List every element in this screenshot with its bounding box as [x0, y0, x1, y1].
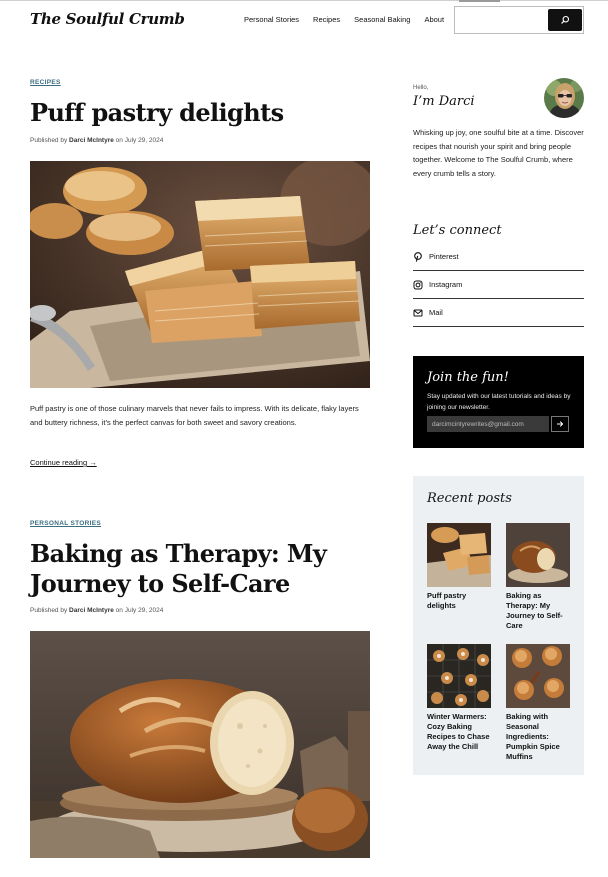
- recent-post-thumbnail[interactable]: [427, 644, 491, 708]
- mail-icon: [413, 308, 423, 318]
- pinterest-icon: [413, 252, 423, 262]
- post-excerpt: Puff pastry is one of those culinary marvels that never fails to impress. With its delicate, flaky layers and buttery richness, it’s the perfect canvas for both sweet and savory creations.: [30, 404, 359, 427]
- scroll-indicator: [459, 0, 500, 2]
- recent-post-thumbnail[interactable]: [506, 523, 570, 587]
- social-link-pinterest[interactable]: [413, 243, 584, 271]
- post-title-line: Journey to Self-Care: [30, 569, 290, 598]
- instagram-icon: [413, 280, 423, 290]
- newsletter-email-input[interactable]: [427, 416, 549, 432]
- post-image-puff-pastry[interactable]: [30, 161, 370, 388]
- post-title[interactable]: Puff pastry delights: [30, 98, 284, 127]
- recent-post-thumbnail[interactable]: [427, 523, 491, 587]
- nav-item-seasonal-baking[interactable]: Seasonal Baking: [354, 15, 411, 24]
- nav-item-personal-stories[interactable]: Personal Stories: [244, 15, 300, 24]
- social-link-instagram[interactable]: [413, 271, 584, 299]
- search-button[interactable]: [548, 9, 582, 31]
- post-excerpt-cutoff: [30, 870, 370, 877]
- newsletter-submit-button[interactable]: [551, 416, 569, 432]
- meta-prefix: Published by: [30, 137, 68, 144]
- nav-item-about[interactable]: About: [424, 15, 445, 24]
- recent-posts-heading: Recent posts: [427, 491, 512, 506]
- author-bio: Whisking up joy, one soulful bite at a time. Discover recipes that nourish your spirit and bring people together. Welcome to The Soulful Crumb, where every crumb tells a story.: [413, 128, 584, 178]
- recent-post-link[interactable]: Puff pastry delights: [427, 591, 467, 610]
- social-label: Instagram: [429, 280, 463, 289]
- search-input[interactable]: [459, 12, 547, 28]
- post-author[interactable]: Darci McIntyre: [69, 607, 114, 614]
- social-label: Mail: [429, 308, 443, 317]
- meta-on: on: [115, 607, 123, 614]
- post-category[interactable]: RECIPES: [30, 79, 61, 86]
- newsletter-box: [413, 356, 584, 448]
- top-border: [0, 0, 608, 1]
- connect-heading: Let’s connect: [413, 223, 502, 238]
- avatar: [544, 78, 584, 118]
- post-image-bread[interactable]: [30, 631, 370, 858]
- hello-text: Hello,: [413, 85, 429, 91]
- social-link-mail[interactable]: [413, 299, 584, 327]
- newsletter-title: Join the fun!: [427, 370, 509, 385]
- recent-post-link[interactable]: Baking as Therapy: My Journey to Self-Care: [506, 591, 563, 630]
- site-title[interactable]: The Soulful Crumb: [30, 10, 185, 28]
- main-nav: [244, 15, 444, 24]
- continue-reading-link[interactable]: Continue reading →: [30, 458, 97, 467]
- recent-post-thumbnail[interactable]: [506, 644, 570, 708]
- post-meta: [30, 607, 163, 614]
- post-title-line: Baking as Therapy: My: [30, 539, 327, 568]
- post-title[interactable]: [30, 539, 370, 599]
- newsletter-description: Stay updated with our latest tutorials and ideas by joining our newsletter.: [427, 393, 571, 411]
- arrow-right-icon: [556, 420, 564, 428]
- recent-post-link[interactable]: Baking with Seasonal Ingredients: Pumpkin Spice Muffins: [506, 712, 560, 761]
- social-label: Pinterest: [429, 252, 459, 261]
- nav-item-recipes[interactable]: Recipes: [313, 15, 341, 24]
- recent-posts-panel: [413, 476, 584, 775]
- post-author[interactable]: Darci McIntyre: [69, 137, 114, 144]
- post-category[interactable]: PERSONAL STORIES: [30, 520, 102, 527]
- search-icon: [560, 15, 570, 25]
- post-meta: [30, 137, 163, 144]
- post-date: July 29, 2024: [124, 137, 164, 144]
- author-greeting: I’m Darci: [413, 94, 475, 109]
- meta-prefix: Published by: [30, 607, 68, 614]
- post-date: July 29, 2024: [124, 607, 164, 614]
- recent-post-link[interactable]: Winter Warmers: Cozy Baking Recipes to Chase Away the Chill: [427, 712, 490, 751]
- meta-on: on: [115, 137, 123, 144]
